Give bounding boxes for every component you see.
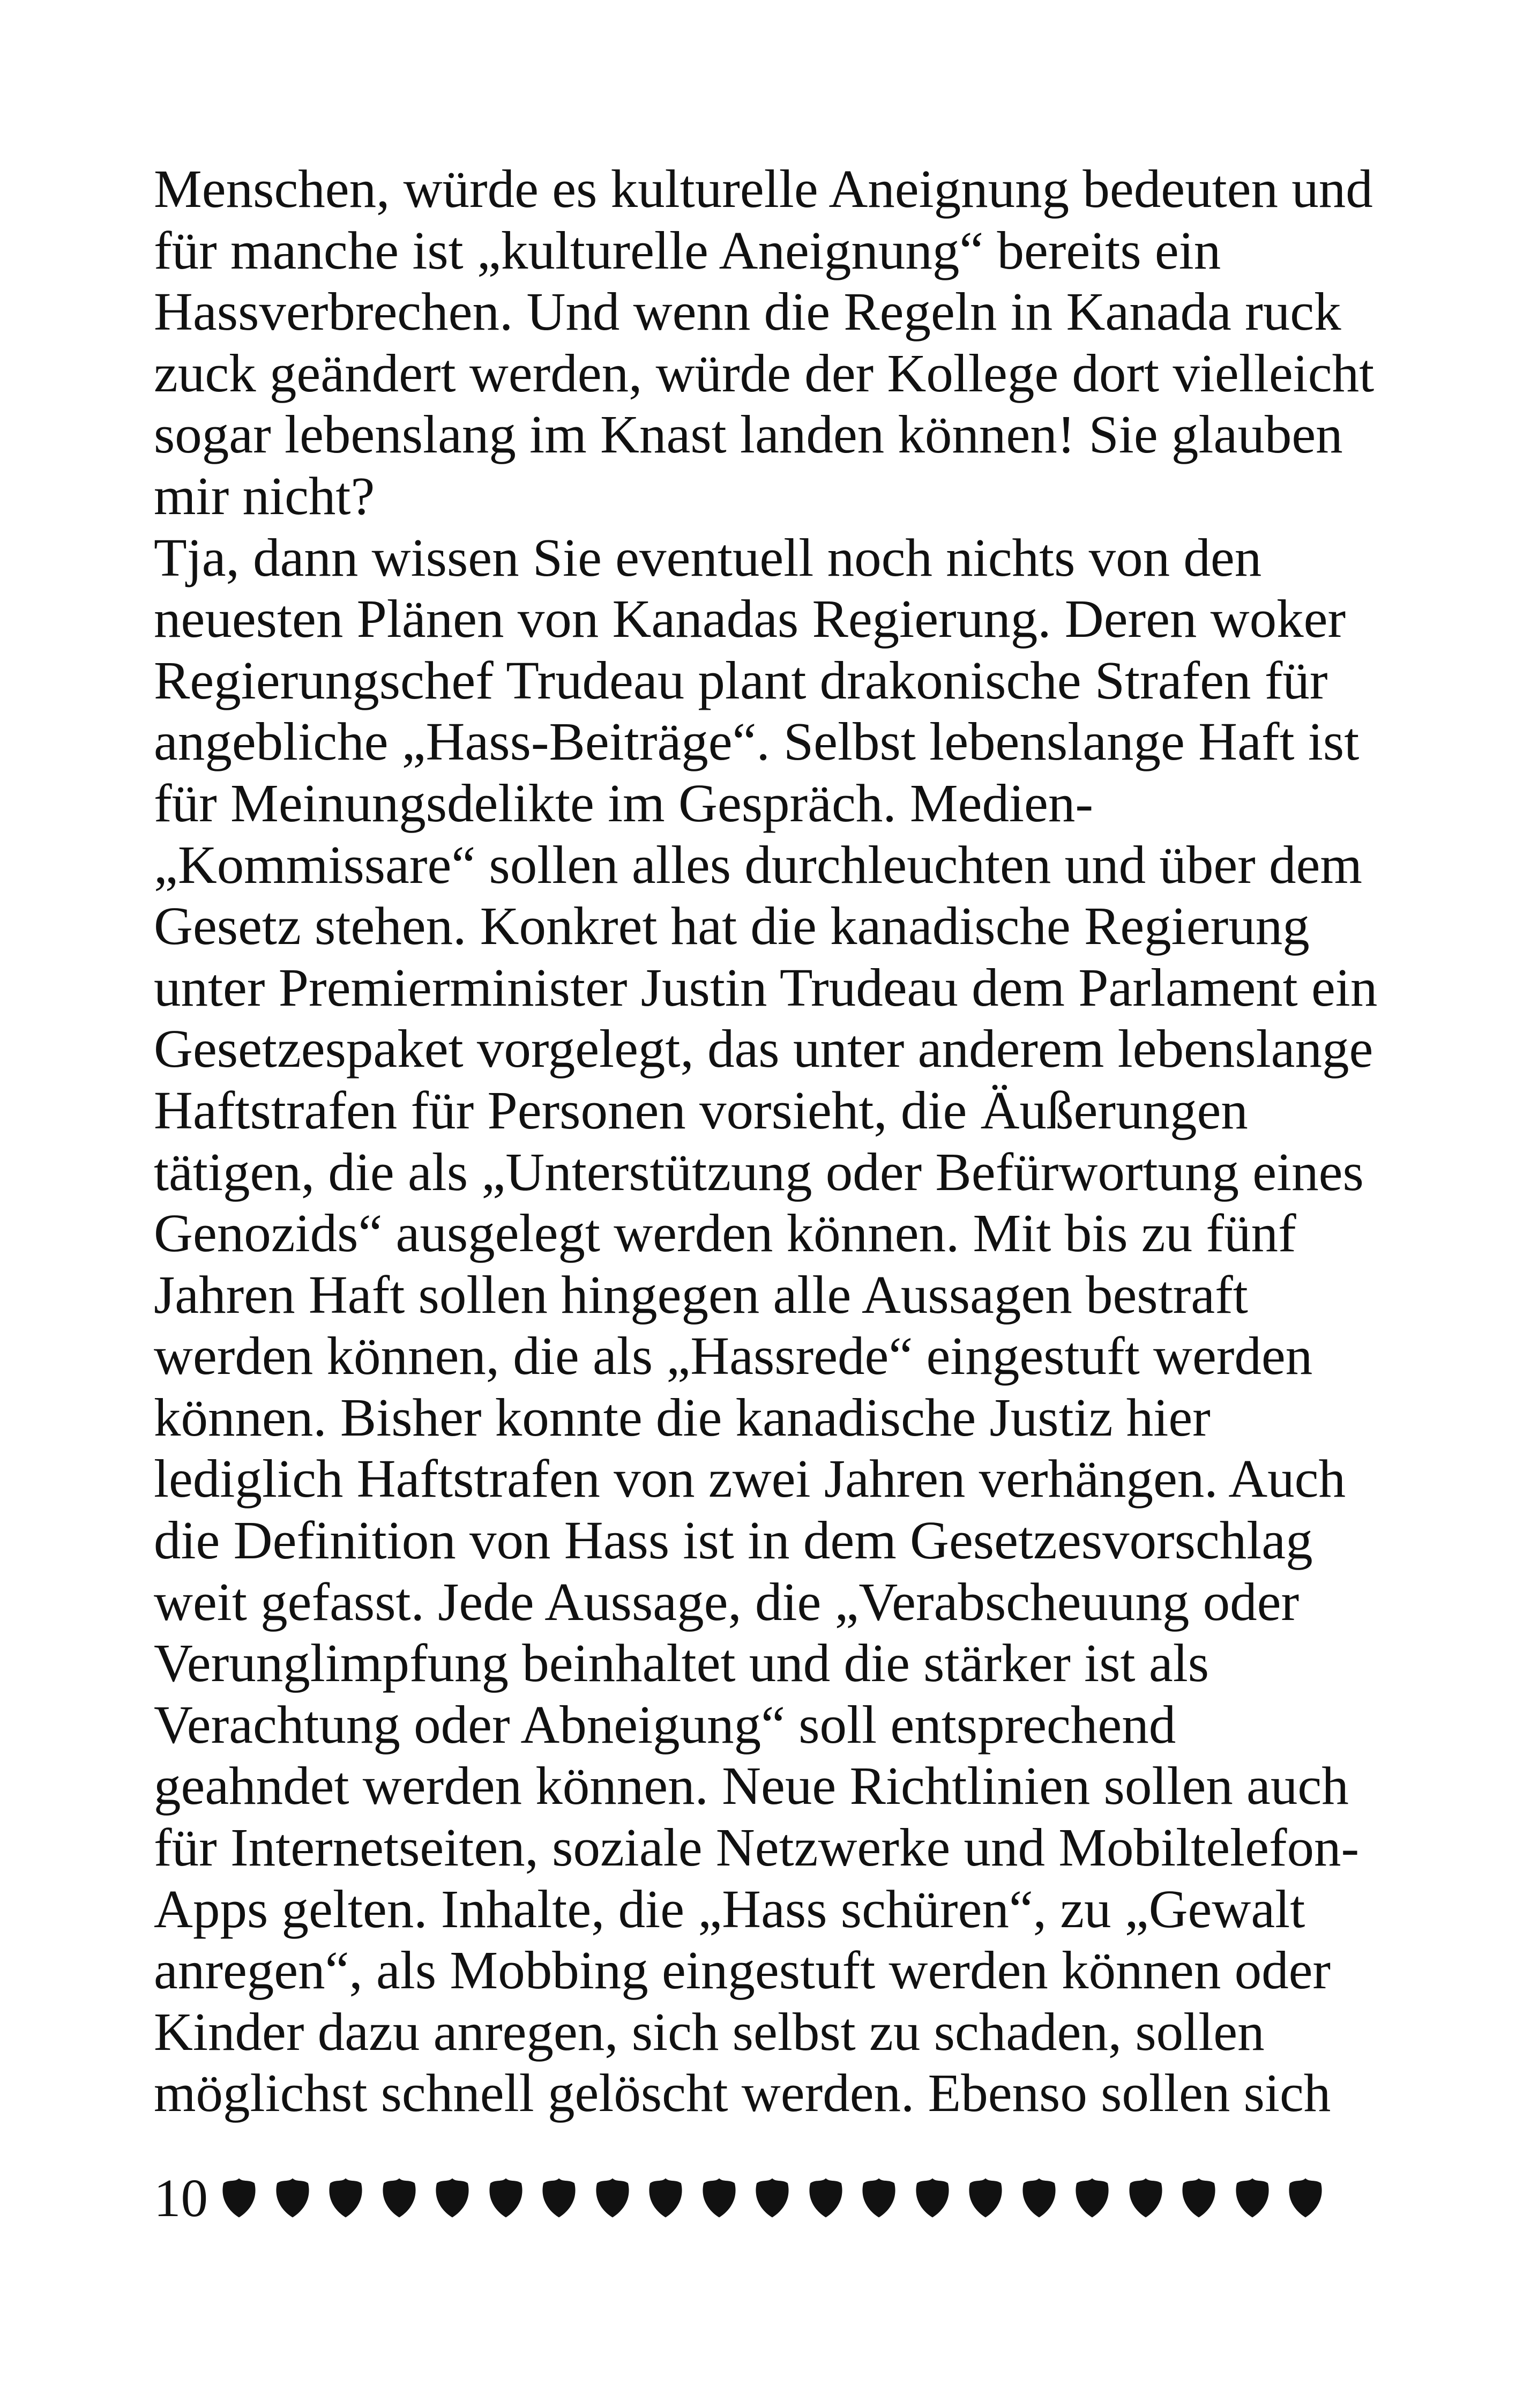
shield-icon (1285, 2177, 1326, 2218)
text-line: Regierungschef Trudeau plant drakonische Strafen für (154, 650, 1328, 710)
shield-icon (1125, 2177, 1166, 2218)
text-line: Verachtung oder Abneigung“ soll entsprechend (154, 1694, 1176, 1755)
shield-icon (325, 2177, 366, 2218)
shield-icon (486, 2177, 526, 2218)
text-line: werden können, die als „Hassrede“ eingestuft werden (154, 1326, 1313, 1386)
text-line: können. Bisher konnte die kanadische Justiz hier (154, 1387, 1211, 1447)
text-line: Hassverbrechen. Und wenn die Regeln in Kanada ruck (154, 281, 1341, 342)
text-line: tätigen, die als „Unterstützung oder Befürwortung eines (154, 1141, 1364, 1202)
shield-icon (1019, 2177, 1059, 2218)
shield-icon (805, 2177, 846, 2218)
text-line: Gesetzespaket vorgelegt, das unter anderem lebenslange (154, 1019, 1373, 1079)
text-line: weit gefasst. Jede Aussage, die „Verabscheuung oder (154, 1571, 1300, 1632)
page-footer (154, 2168, 1339, 2227)
shield-icon (272, 2177, 313, 2218)
text-line: Haftstrafen für Personen vorsieht, die Äußerungen (154, 1080, 1248, 1140)
text-line: die Definition von Hass ist in dem Gesetzesvorschlag (154, 1510, 1313, 1571)
shield-icon (912, 2177, 953, 2218)
text-line: „Kommissare“ sollen alles durchleuchten und über dem (154, 834, 1362, 895)
text-line: für Internetseiten, soziale Netzwerke und Mobiltelefon- (154, 1817, 1360, 1878)
shield-icon (379, 2177, 420, 2218)
text-line: angebliche „Hass-Beiträge“. Selbst lebenslange Haft ist (154, 711, 1360, 772)
shield-icon (965, 2177, 1006, 2218)
shield-icon (752, 2177, 793, 2218)
text-line: zuck geändert werden, würde der Kollege dort vielleicht (154, 343, 1375, 403)
text-line: unter Premierminister Justin Trudeau dem Parlament ein (154, 957, 1378, 1017)
text-line: Gesetz stehen. Konkret hat die kanadische Regierung (154, 896, 1310, 956)
text-line: Apps gelten. Inhalte, die „Hass schüren“, zu „Gewalt (154, 1878, 1305, 1939)
text-line: neuesten Plänen von Kanadas Regierung. Deren woker (154, 589, 1346, 649)
text-line: mir nicht? (154, 465, 375, 526)
shield-icon (592, 2177, 633, 2218)
text-line: möglichst schnell gelöscht werden. Ebenso sollen sich (154, 2063, 1331, 2123)
shield-icon (858, 2177, 899, 2218)
text-line: lediglich Haftstrafen von zwei Jahren verhängen. Auch (154, 1448, 1346, 1509)
shield-icon (1072, 2177, 1113, 2218)
shield-icon (1178, 2177, 1219, 2218)
shield-icon (432, 2177, 473, 2218)
text-line: Genozids“ ausgelegt werden können. Mit bis zu fünf (154, 1203, 1296, 1264)
shield-icon (645, 2177, 686, 2218)
text-line: für manche ist „kulturelle Aneignung“ bereits ein (154, 220, 1221, 280)
text-line: sogar lebenslang im Knast landen können! Sie glauben (154, 404, 1343, 465)
shield-icon (1232, 2177, 1273, 2218)
text-line: anregen“, als Mobbing eingestuft werden können oder (154, 1940, 1331, 2001)
text-line: Tja, dann wissen Sie eventuell noch nichts von den (154, 527, 1262, 588)
shield-icon (219, 2177, 259, 2218)
text-line: Jahren Haft sollen hingegen alle Aussagen bestraft (154, 1264, 1248, 1325)
shield-icon (699, 2177, 740, 2218)
text-line: Kinder dazu anregen, sich selbst zu schaden, sollen (154, 2001, 1265, 2062)
text-line: geahndet werden können. Neue Richtlinien sollen auch (154, 1756, 1349, 1816)
text-line: für Meinungsdelikte im Gespräch. Medien- (154, 772, 1094, 833)
body-text (154, 158, 1381, 2124)
shield-icon (539, 2177, 579, 2218)
footer-ornament-row (219, 2177, 1339, 2218)
text-line: Menschen, würde es kulturelle Aneignung bedeuten und (154, 159, 1373, 219)
text-line: Verunglimpfung beinhaltet und die stärker ist als (154, 1633, 1210, 1693)
page-number: 10 (154, 2168, 208, 2228)
